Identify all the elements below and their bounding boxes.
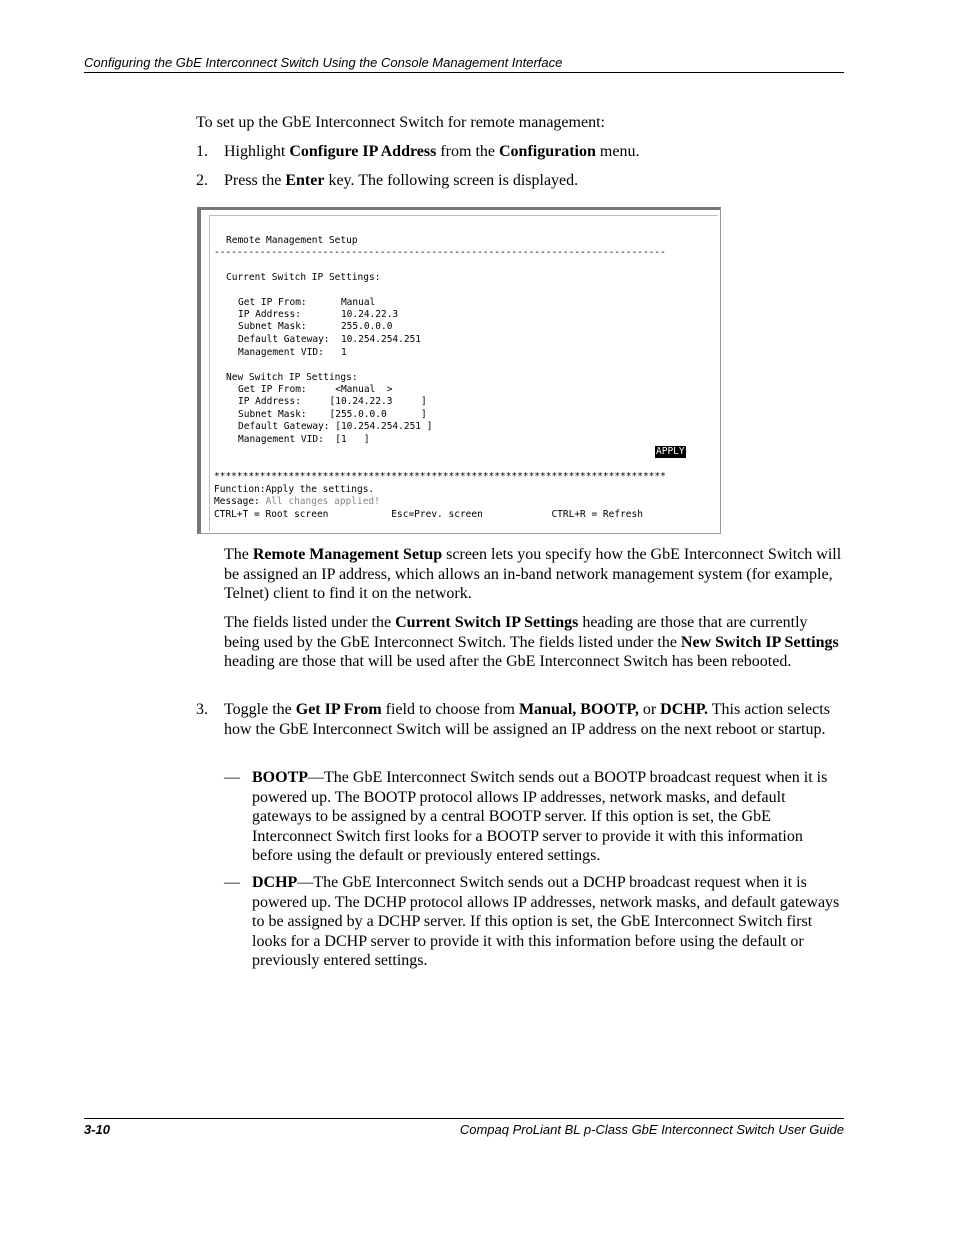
bullet-dash: — xyxy=(224,769,240,786)
step-number: 3. xyxy=(196,701,208,718)
step-3-text xyxy=(224,700,844,739)
console-new-heading: New Switch IP Settings: xyxy=(226,372,358,383)
console-new-vid-field[interactable]: Management VID: [1 ] xyxy=(238,434,370,445)
console-current-vid: Management VID: 1 xyxy=(238,347,347,358)
paragraph-text: screen lets you specify how the GbE Interconnect Switch will be assigned an IP address, which allows an in-band network management system (for example, Telnet) client to find it on the network. xyxy=(224,546,842,602)
step-text: menu. xyxy=(595,143,640,160)
bullet-description: —The GbE Interconnect Switch sends out a BOOTP broadcast request when it is powered up. The BOOTP protocol allows IP addresses, network masks, and default gateways to be assigned by a central BOOTP server. If this option is set, the GbE Interconnect Switch first looks for a BOOTP server to provide it with this information before using the default or previously entered settings. xyxy=(252,769,828,864)
console-stars-divider: ******************************************************************************* xyxy=(214,471,666,482)
step-text: Press the xyxy=(224,172,286,189)
console-new-mask-field[interactable]: Subnet Mask: [255.0.0.0 ] xyxy=(238,409,427,420)
console-new-ip-field[interactable]: IP Address: [10.24.22.3 ] xyxy=(238,396,427,407)
step-number: 2. xyxy=(196,172,208,189)
bullet-description: —The GbE Interconnect Switch sends out a DCHP broadcast request when it is powered up. The DCHP protocol allows IP addresses, network masks, and default gateways to be assigned by a DCHP server. If this option is set, the GbE Interconnect Switch first looks for a DCHP server to provide it with this information before using the default or previously entered settings. xyxy=(252,874,840,969)
description-paragraph-1 xyxy=(224,545,844,604)
paragraph-text: heading are those that are currently being used by the GbE Interconnect Switch. The fields listed under the xyxy=(224,614,808,651)
console-message-line xyxy=(214,496,380,508)
console-current-gateway: Default Gateway: 10.254.254.251 xyxy=(238,334,422,345)
step-text: key. The following screen is displayed. xyxy=(324,172,579,189)
step-text: or xyxy=(638,701,661,718)
step-bold-text: DCHP. xyxy=(660,701,709,718)
console-function-line: Function:Apply the settings. xyxy=(214,484,375,495)
console-message-label: Message: xyxy=(214,496,260,507)
step-text: field to choose from xyxy=(381,701,519,718)
console-current-get-ip: Get IP From: Manual xyxy=(238,297,376,308)
bullet-text xyxy=(252,873,844,971)
bullet-dash: — xyxy=(224,874,240,891)
bullet-text xyxy=(252,768,844,866)
console-title: Remote Management Setup xyxy=(226,235,358,246)
console-current-ip: IP Address: 10.24.22.3 xyxy=(238,309,399,320)
step-bold-text: Manual, BOOTP, xyxy=(518,701,639,718)
step-1 xyxy=(196,142,639,162)
description-paragraph-2 xyxy=(224,613,844,672)
guide-title: Compaq ProLiant BL p-Class GbE Interconnect Switch User Guide xyxy=(459,1122,844,1137)
intro-paragraph: To set up the GbE Interconnect Switch for remote management: xyxy=(196,114,605,131)
bullet-bootp xyxy=(224,768,844,866)
console-apply-button[interactable]: APPLY xyxy=(656,446,685,457)
console-new-get-ip-field[interactable]: Get IP From: <Manual > xyxy=(238,384,393,395)
paragraph-text: heading are those that will be used after the GbE Interconnect Switch has been rebooted. xyxy=(224,653,792,670)
paragraph-text: The xyxy=(224,546,253,563)
step-bold-text: Configuration xyxy=(499,143,596,160)
paragraph-bold-text: Remote Management Setup xyxy=(252,546,443,563)
step-bold-text: Get IP From xyxy=(295,701,382,718)
console-message-value: All changes applied! xyxy=(259,496,380,507)
console-current-heading: Current Switch IP Settings: xyxy=(226,272,381,283)
step-3 xyxy=(196,700,844,739)
step-number: 1. xyxy=(196,143,208,160)
console-current-mask: Subnet Mask: 255.0.0.0 xyxy=(238,321,393,332)
paragraph-bold-text: Current Switch IP Settings xyxy=(395,614,579,631)
bullet-dchp xyxy=(224,873,844,971)
step-text: This action selects how the GbE Interconnect Switch will be assigned an IP address on the next reboot or startup. xyxy=(224,701,830,738)
bullet-term: DCHP xyxy=(252,874,298,891)
step-bold-text: Enter xyxy=(285,172,325,189)
console-new-gateway-field[interactable]: Default Gateway: [10.254.254.251 ] xyxy=(238,421,433,432)
step-text: from the xyxy=(436,143,499,160)
step-text: Highlight xyxy=(224,143,290,160)
bullet-term: BOOTP xyxy=(252,769,309,786)
running-footer xyxy=(84,1118,844,1137)
running-header-title: Configuring the GbE Interconnect Switch Using the Console Management Interface xyxy=(84,55,563,70)
step-bold-text: Configure IP Address xyxy=(289,143,437,160)
step-text: Toggle the xyxy=(224,701,296,718)
step-2 xyxy=(196,171,578,191)
console-divider: ------------------------------------------------------------------------------- xyxy=(214,247,666,258)
running-header xyxy=(84,55,844,73)
paragraph-bold-text: New Switch IP Settings xyxy=(680,633,839,651)
page-number: 3-10 xyxy=(84,1122,111,1137)
console-hotkey-line: CTRL+T = Root screen Esc=Prev. screen CTRL+R = Refresh xyxy=(214,509,643,520)
paragraph-text: The fields listed under the xyxy=(224,614,396,631)
